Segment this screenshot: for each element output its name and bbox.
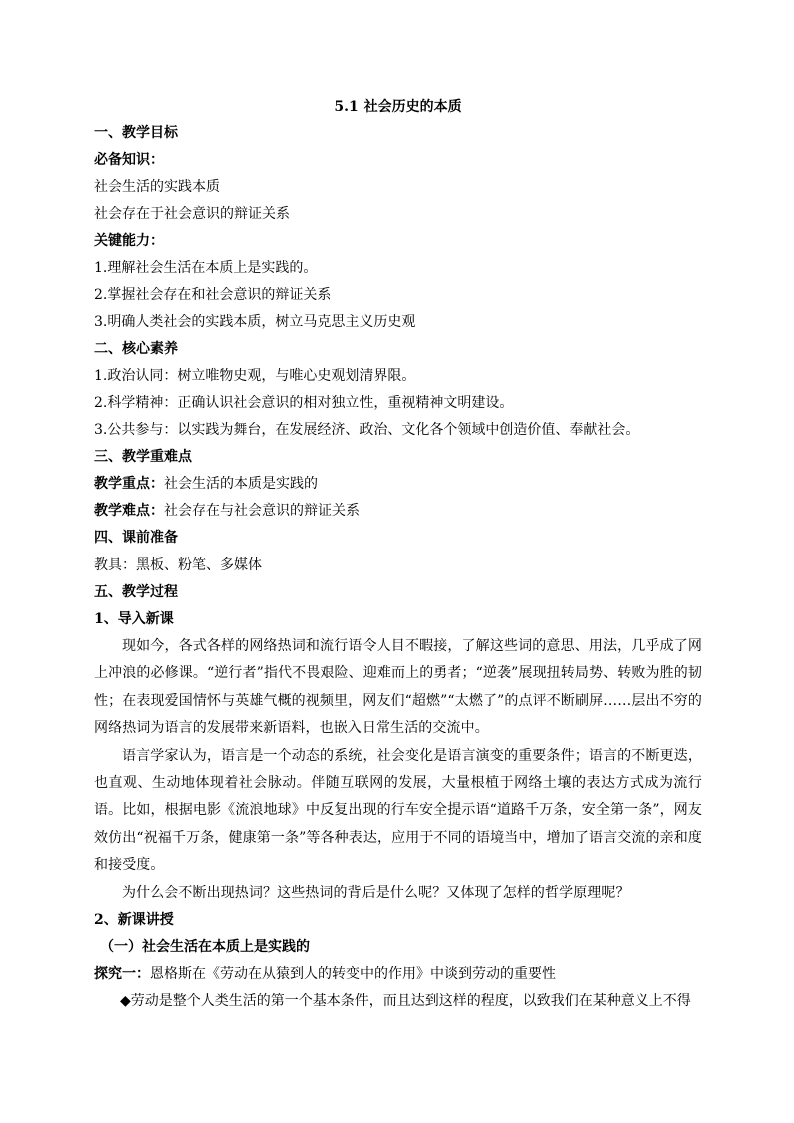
key-point-label: 教学重点： [94, 476, 164, 492]
bullet-quote-labor: ◆劳动是整个人类生活的第一个基本条件，而且达到这样的程度，以致我们在某种意义上不得 [120, 993, 691, 1010]
ability-item: 3.明确人类社会的实践本质，树立马克思主义历史观 [94, 314, 416, 330]
literacy-item: 1.政治认同：树立唯物史观，与唯心史观划清界限。 [94, 368, 416, 384]
step-heading-new-lesson: 2、新课讲授 [94, 912, 174, 929]
explore-line [94, 961, 702, 988]
section-heading-teaching-goals: 一、教学目标 [94, 125, 178, 141]
preparation-text: 教具：黑板、粉笔、多媒体 [94, 557, 262, 573]
intro-paragraph-1: 现如今，各式各样的网络热词和流行语令人目不暇接，了解这些词的意思、用法，几乎成了网上冲浪的必修课。“逆行者”指代不畏艰险、迎难而上的勇者；“逆袭”展现扭转局势、转败为胜的韧性；在表现爱国情怀与英雄气概的视频里，网友们“超燃”“太燃了”的点评不断刷屏……层出不穷的网络热词为语言的发展带来新语料，也嵌入日常生活的交流中。 [94, 638, 702, 737]
subheading-required-knowledge: 必备知识： [94, 152, 164, 168]
document-content [94, 94, 702, 1015]
part-heading-social-life-practice: （一）社会生活在本质上是实践的 [100, 939, 310, 956]
difficult-point-label: 教学难点： [94, 503, 164, 519]
section-heading-teaching-process: 五、教学过程 [94, 584, 178, 600]
section-heading-preparation: 四、课前准备 [94, 530, 178, 546]
knowledge-item: 社会存在于社会意识的辩证关系 [94, 206, 290, 222]
step-heading-introduction: 1、导入新课 [94, 611, 174, 627]
document-title: 5.1 社会历史的本质 [334, 99, 462, 115]
literacy-item: 3.公共参与：以实践为舞台，在发展经济、政治、文化各个领域中创造价值、奉献社会。 [94, 422, 640, 438]
ability-item: 2.掌握社会存在和社会意识的辩证关系 [94, 287, 332, 303]
key-point-text: 社会生活的本质是实践的 [164, 476, 318, 492]
knowledge-item: 社会生活的实践本质 [94, 179, 220, 195]
section-heading-core-literacy: 二、核心素养 [94, 341, 178, 357]
subheading-key-abilities: 关键能力： [94, 233, 164, 249]
section-heading-key-difficult-points: 三、教学重难点 [94, 449, 192, 465]
ability-item: 1.理解社会生活在本质上是实践的。 [94, 260, 318, 276]
intro-paragraph-2: 语言学家认为，语言是一个动态的系统，社会变化是语言演变的重要条件；语言的不断更迭，也直观、生动地体现着社会脉动。伴随互联网的发展，大量根植于网络土壤的表达方式成为流行语。比如，根据电影《流浪地球》中反复出现的行车安全提示语“道路千万条，安全第一条”，网友效仿出“祝福千万条，健康第一条”等各种表达，应用于不同的语境当中，增加了语言交流的亲和度和接受度。 [94, 747, 702, 874]
difficult-point-line [94, 498, 702, 525]
key-point-line [94, 471, 702, 498]
intro-paragraph-3: 为什么会不断出现热词？这些热词的背后是什么呢？又体现了怎样的哲学原理呢？ [122, 884, 630, 901]
explore-label: 探究一： [94, 966, 150, 983]
literacy-item: 2.科学精神：正确认识社会意识的相对独立性，重视精神文明建设。 [94, 395, 514, 411]
explore-text: 恩格斯在《劳动在从猿到人的转变中的作用》中谈到劳动的重要性 [150, 966, 556, 983]
difficult-point-text: 社会存在与社会意识的辩证关系 [164, 503, 360, 519]
